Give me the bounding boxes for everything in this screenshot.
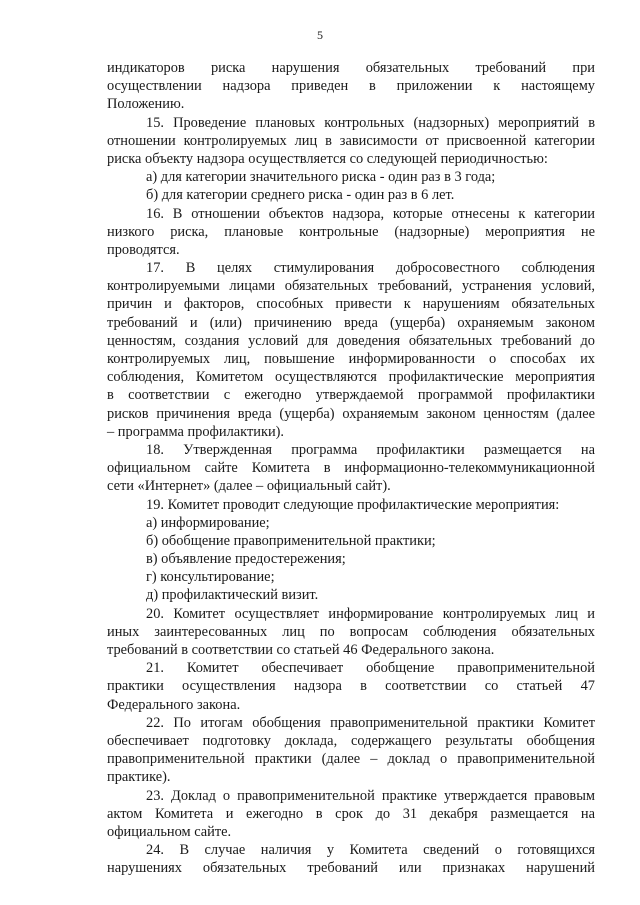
text-line: осуществлении надзора приведен в приложении к настоящему <box>107 78 595 95</box>
page-number: 5 <box>317 28 323 42</box>
text-line: 17. В целях стимулирования добросовестного соблюдения <box>146 260 595 277</box>
text-line: правоприменительной практики (далее – доклад о правоприменительной <box>107 751 595 768</box>
text-line: ценностям, создания условий для доведения обязательных требований до <box>107 332 595 349</box>
text-line: 23. Доклад о правоприменительной практике утверждается правовым <box>146 787 595 804</box>
text-line: 24. В случае наличия у Комитета сведений о готовящихся <box>146 842 595 859</box>
text-line: а) для категории значительного риска - один раз в 3 года; <box>146 169 496 186</box>
document-body <box>107 59 595 877</box>
text-line: обеспечивает подготовку доклада, содержащего результаты обобщения <box>107 732 595 749</box>
text-line: 16. В отношении объектов надзора, которые отнесены к категории <box>146 205 595 222</box>
text-line: в) объявление предостережения; <box>146 551 346 568</box>
text-line: – программа профилактики). <box>107 423 285 440</box>
text-line: сети «Интернет» (далее – официальный сайт). <box>107 478 391 495</box>
text-line: Положению. <box>107 96 185 113</box>
text-line: г) консультирование; <box>146 569 275 586</box>
text-line: б) для категории среднего риска - один раз в 6 лет. <box>146 187 455 204</box>
text-line: низкого риска, плановые контрольные (надзорные) мероприятия не <box>107 223 595 240</box>
text-line: иных заинтересованных лиц по вопросам соблюдения обязательных <box>107 623 595 640</box>
text-line: в соответствии с ежегодно утверждаемой программой профилактики <box>107 387 595 404</box>
text-line: Федерального закона. <box>107 696 241 713</box>
text-line: б) обобщение правоприменительной практики; <box>146 532 436 549</box>
text-line: требований в соответствии со статьей 46 Федерального закона. <box>107 642 495 658</box>
text-line: рисков причинения вреда (ущерба) охраняемым законом ценностям (далее <box>107 405 595 422</box>
text-line: контролируемыми лицами обязательных требований, устранения условий, <box>107 278 595 295</box>
text-line: риска объекту надзора осуществляется со следующей периодичностью: <box>107 150 548 167</box>
text-line: 19. Комитет проводит следующие профилактические мероприятия: <box>146 496 560 513</box>
text-line: официальном сайте Комитета в информационно-телекоммуникационной <box>107 460 595 477</box>
text-line: отношении контролируемых лиц в зависимости от присвоенной категории <box>107 132 595 149</box>
text-line: 20. Комитет осуществляет информирование контролируемых лиц и <box>146 605 595 622</box>
text-line: практики осуществления надзора в соответствии со статьей 47 <box>107 678 595 695</box>
text-line: требований и (или) причинению вреда (ущерба) охраняемым законом <box>107 314 595 331</box>
text-line: 22. По итогам обобщения правоприменительной практики Комитет <box>146 714 595 731</box>
text-line: контролируемых лиц, повышение информированности о способах их <box>107 351 595 367</box>
text-line: д) профилактический визит. <box>146 587 319 604</box>
text-line: 15. Проведение плановых контрольных (надзорных) мероприятий в <box>146 114 595 131</box>
text-line: нарушениях обязательных требований или признаках нарушений <box>107 860 595 877</box>
text-line: 18. Утвержденная программа профилактики размещается на <box>146 441 595 458</box>
text-line: проводятся. <box>107 241 180 258</box>
text-line: актом Комитета и ежегодно в срок до 31 декабря размещается на <box>107 805 595 822</box>
text-line: практике). <box>107 769 171 786</box>
text-line: индикаторов риска нарушения обязательных требований при <box>107 60 595 76</box>
text-line: официальном сайте. <box>107 823 232 840</box>
text-line: 21. Комитет обеспечивает обобщение правоприменительной <box>146 660 595 677</box>
text-line: а) информирование; <box>146 514 270 531</box>
text-line: соблюдения, Комитетом осуществляются профилактические мероприятия <box>107 369 595 386</box>
text-line: причин и факторов, способных привести к нарушениям обязательных <box>107 296 595 313</box>
